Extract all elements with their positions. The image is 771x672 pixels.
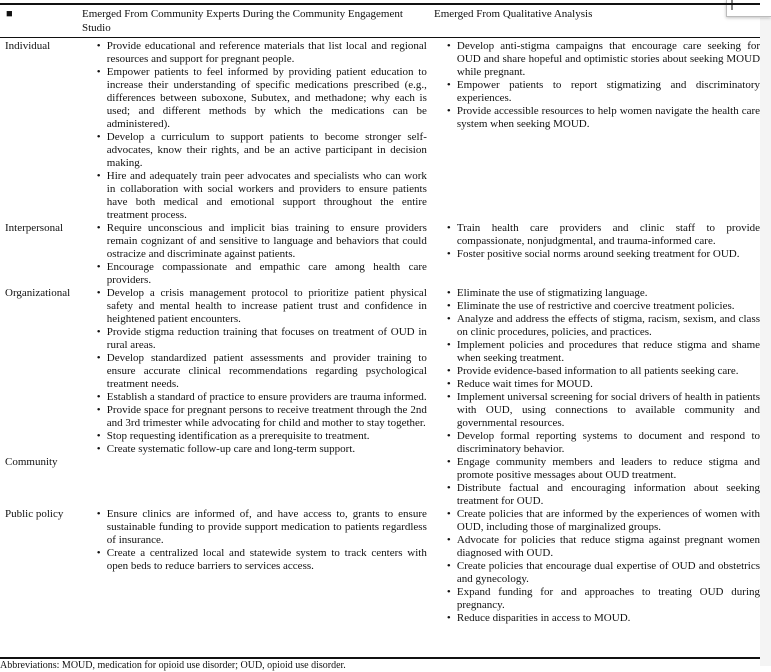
list-item: • Analyze and address the effects of stigma, racism, sexism, and class on clinic procedures, policies, and practices. xyxy=(457,313,760,339)
list-item: • Stop requesting identification as a prerequisite to treatment. xyxy=(107,430,427,443)
list-item: • Train health care providers and clinic staff to provide compassionate, nonjudgmental, and trauma-informed care. xyxy=(457,222,760,248)
list-item: • Encourage compassionate and empathic care among health care providers. xyxy=(107,261,427,287)
list-item: • Empower patients to report stigmatizing and discriminatory experiences. xyxy=(457,79,760,105)
table-row xyxy=(0,456,760,508)
list-item: • Eliminate the use of stigmatizing language. xyxy=(457,287,760,300)
table-bottom-rule xyxy=(0,657,760,659)
row-level-label: Interpersonal xyxy=(5,222,64,234)
experts-cell xyxy=(83,222,427,287)
header-qualitative: Emerged From Qualitative Analysis xyxy=(434,8,593,20)
list-item: • Provide stigma reduction training that focuses on treatment of OUD in rural areas. xyxy=(107,326,427,352)
qualitative-cell xyxy=(439,287,760,456)
table-row xyxy=(0,508,760,625)
table-row xyxy=(0,40,760,222)
bullet-list xyxy=(439,287,760,456)
list-item: • Create policies that encourage dual expertise of OUD and obstetrics and gynecology. xyxy=(457,560,760,586)
list-item: • Create policies that are informed by the experiences of women with OUD, including those of marginalized groups. xyxy=(457,508,760,534)
list-item: • Provide educational and reference materials that list local and regional resources and support for pregnant people. xyxy=(107,40,427,66)
list-item: • Develop formal reporting systems to document and respond to discriminatory behavior. xyxy=(457,430,760,456)
list-item: • Distribute factual and encouraging information about seeking treatment for OUD. xyxy=(457,482,760,508)
qualitative-cell xyxy=(439,40,760,222)
row-level-label: Individual xyxy=(5,40,51,52)
bullet-list xyxy=(439,222,760,261)
list-item: • Provide space for pregnant persons to receive treatment through the 2nd and 3rd trimester while advocating for child and mother to stay together. xyxy=(107,404,427,430)
list-item: • Reduce disparities in access to MOUD. xyxy=(457,612,760,625)
list-item: • Eliminate the use of restrictive and coercive treatment policies. xyxy=(457,300,760,313)
list-item: • Develop anti-stigma campaigns that encourage care seeking for OUD and share hopeful and optimistic stories about seeking MOUD while pregnant. xyxy=(457,40,760,79)
experts-cell xyxy=(83,40,427,222)
list-item: • Develop a curriculum to support patients to become stronger self-advocates, know their rights, and be an active participant in decision making. xyxy=(107,131,427,170)
experts-cell xyxy=(83,287,427,456)
bullet-list xyxy=(439,508,760,625)
list-item: • Develop standardized patient assessments and provider training to ensure accurate clinical recommendations regarding psychological treatment needs. xyxy=(107,352,427,391)
qualitative-cell xyxy=(439,222,760,287)
bullet-list xyxy=(83,222,427,287)
list-item: • Expand funding for and approaches to treating OUD during pregnancy. xyxy=(457,586,760,612)
list-item: • Engage community members and leaders to reduce stigma and promote positive messages about OUD treatment. xyxy=(457,456,760,482)
list-item: • Create a centralized local and statewide system to track centers with open beds to reduce barriers to services access. xyxy=(107,547,427,573)
list-item: • Hire and adequately train peer advocates and specialists who can work in collaboration with social workers and providers to ensure patients have both medical and emotional support throughout the entire treatment process. xyxy=(107,170,427,222)
list-item: • Empower patients to feel informed by providing patient education to increase their understanding of specific medications prescribed (e.g., differences between suboxone, Subutex, and methadone; why each is used; and different methods by which the medications can be administered). xyxy=(107,66,427,131)
row-level-label: Public policy xyxy=(5,508,64,520)
bullet-list xyxy=(439,456,760,508)
qualitative-cell xyxy=(439,508,760,625)
row-level-label: Community xyxy=(5,456,58,468)
experts-cell xyxy=(83,508,427,625)
table-row xyxy=(0,287,760,456)
list-item: • Create systematic follow-up care and long-term support. xyxy=(107,443,427,456)
list-item: • Reduce wait times for MOUD. xyxy=(457,378,760,391)
bullet-list xyxy=(83,287,427,456)
header-marker: ■ xyxy=(6,8,13,20)
list-item: • Develop a crisis management protocol to prioritize patient physical safety and mental health to increase patient trust and confidence in heightened patient encounters. xyxy=(107,287,427,326)
qualitative-cell xyxy=(439,456,760,508)
list-item: • Advocate for policies that reduce stigma against pregnant women diagnosed with OUD. xyxy=(457,534,760,560)
bullet-list xyxy=(83,508,427,573)
list-item: • Establish a standard of practice to ensure providers are trauma informed. xyxy=(107,391,427,404)
bullet-list xyxy=(83,40,427,222)
table-top-rule xyxy=(0,3,760,5)
bullet-list xyxy=(439,40,760,131)
list-item: • Implement universal screening for social drivers of health in patients with OUD, using connections to available community and governmental resources. xyxy=(457,391,760,430)
list-item: • Provide accessible resources to help women navigate the health care system when seeking MOUD. xyxy=(457,105,760,131)
header-experts: Emerged From Community Experts During the Community Engagement Studio xyxy=(82,8,403,34)
list-item: • Foster positive social norms around seeking treatment for OUD. xyxy=(457,248,760,261)
list-item: • Require unconscious and implicit bias training to ensure providers remain cognizant of and sensitive to language and behaviors that could ostracize and discriminate against patients. xyxy=(107,222,427,261)
row-level-label: Organizational xyxy=(5,287,71,299)
list-item: • Provide evidence-based information to all patients seeking care. xyxy=(457,365,760,378)
recommendations-table xyxy=(0,40,760,625)
table-row xyxy=(0,222,760,287)
experts-cell xyxy=(83,456,427,508)
table-footnote: Abbreviations: MOUD, medication for opioid use disorder; OUD, opioid use disorder. xyxy=(0,660,346,671)
list-item: • Implement policies and procedures that reduce stigma and shame when seeking treatment. xyxy=(457,339,760,365)
list-item: • Ensure clinics are informed of, and have access to, grants to ensure sustainable funding to provide support medication to patients regardless of insurance. xyxy=(107,508,427,547)
header-rule xyxy=(0,37,760,38)
page-edge xyxy=(760,18,771,666)
